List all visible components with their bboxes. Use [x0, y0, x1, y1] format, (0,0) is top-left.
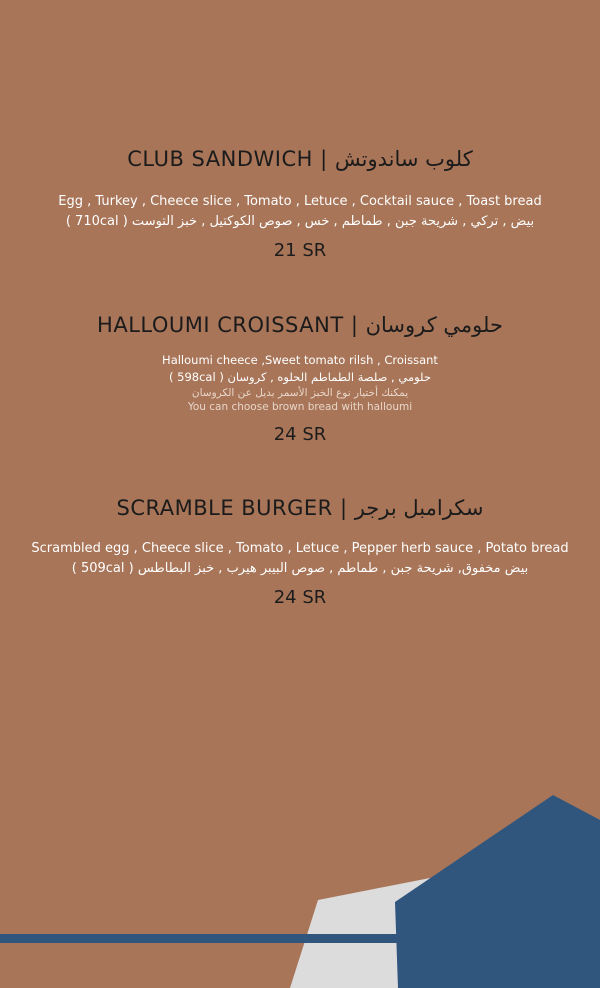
item-description-ar: حلومي , صلصة الطماطم الحلوه , كروسان ( 598cal ) [169, 370, 431, 384]
item-title: CLUB SANDWICH | كلوب ساندوتش [127, 147, 473, 171]
item-title: HALLOUMI CROISSANT | حلومي كروسان [97, 313, 503, 337]
item-title: SCRAMBLE BURGER | سكرامبل برجر [116, 496, 484, 520]
item-description-en: Egg , Turkey , Cheece slice , Tomato , Letuce , Cocktail sauce , Toast bread [58, 194, 542, 209]
item-description-ar: بيض مخفوق, شريحة جبن , طماطم , صوص البيبر هيرب , خبز البطاطس ( 509cal ) [71, 561, 529, 576]
item-note-en: You can choose brown bread with halloumi [187, 401, 413, 413]
item-price: 24 SR [273, 424, 327, 445]
item-price: 24 SR [273, 587, 327, 608]
navy-shape [395, 795, 600, 988]
item-description-ar: بيض , تركي , شريحة جبن , طماطم , خس , صوص الكوكتيل , خبز التوست ( 710cal ) [65, 214, 535, 229]
item-description-en: Halloumi cheece ,Sweet tomato rilsh , Croissant [162, 353, 438, 367]
navy-stripe [0, 934, 440, 943]
item-note-ar: يمكنك أختيار نوع الخبز الأسمر بديل عن الكروسان [191, 387, 409, 399]
item-description-en: Scrambled egg , Cheece slice , Tomato , Letuce , Pepper herb sauce , Potato bread [31, 541, 569, 556]
item-price: 21 SR [273, 240, 327, 261]
